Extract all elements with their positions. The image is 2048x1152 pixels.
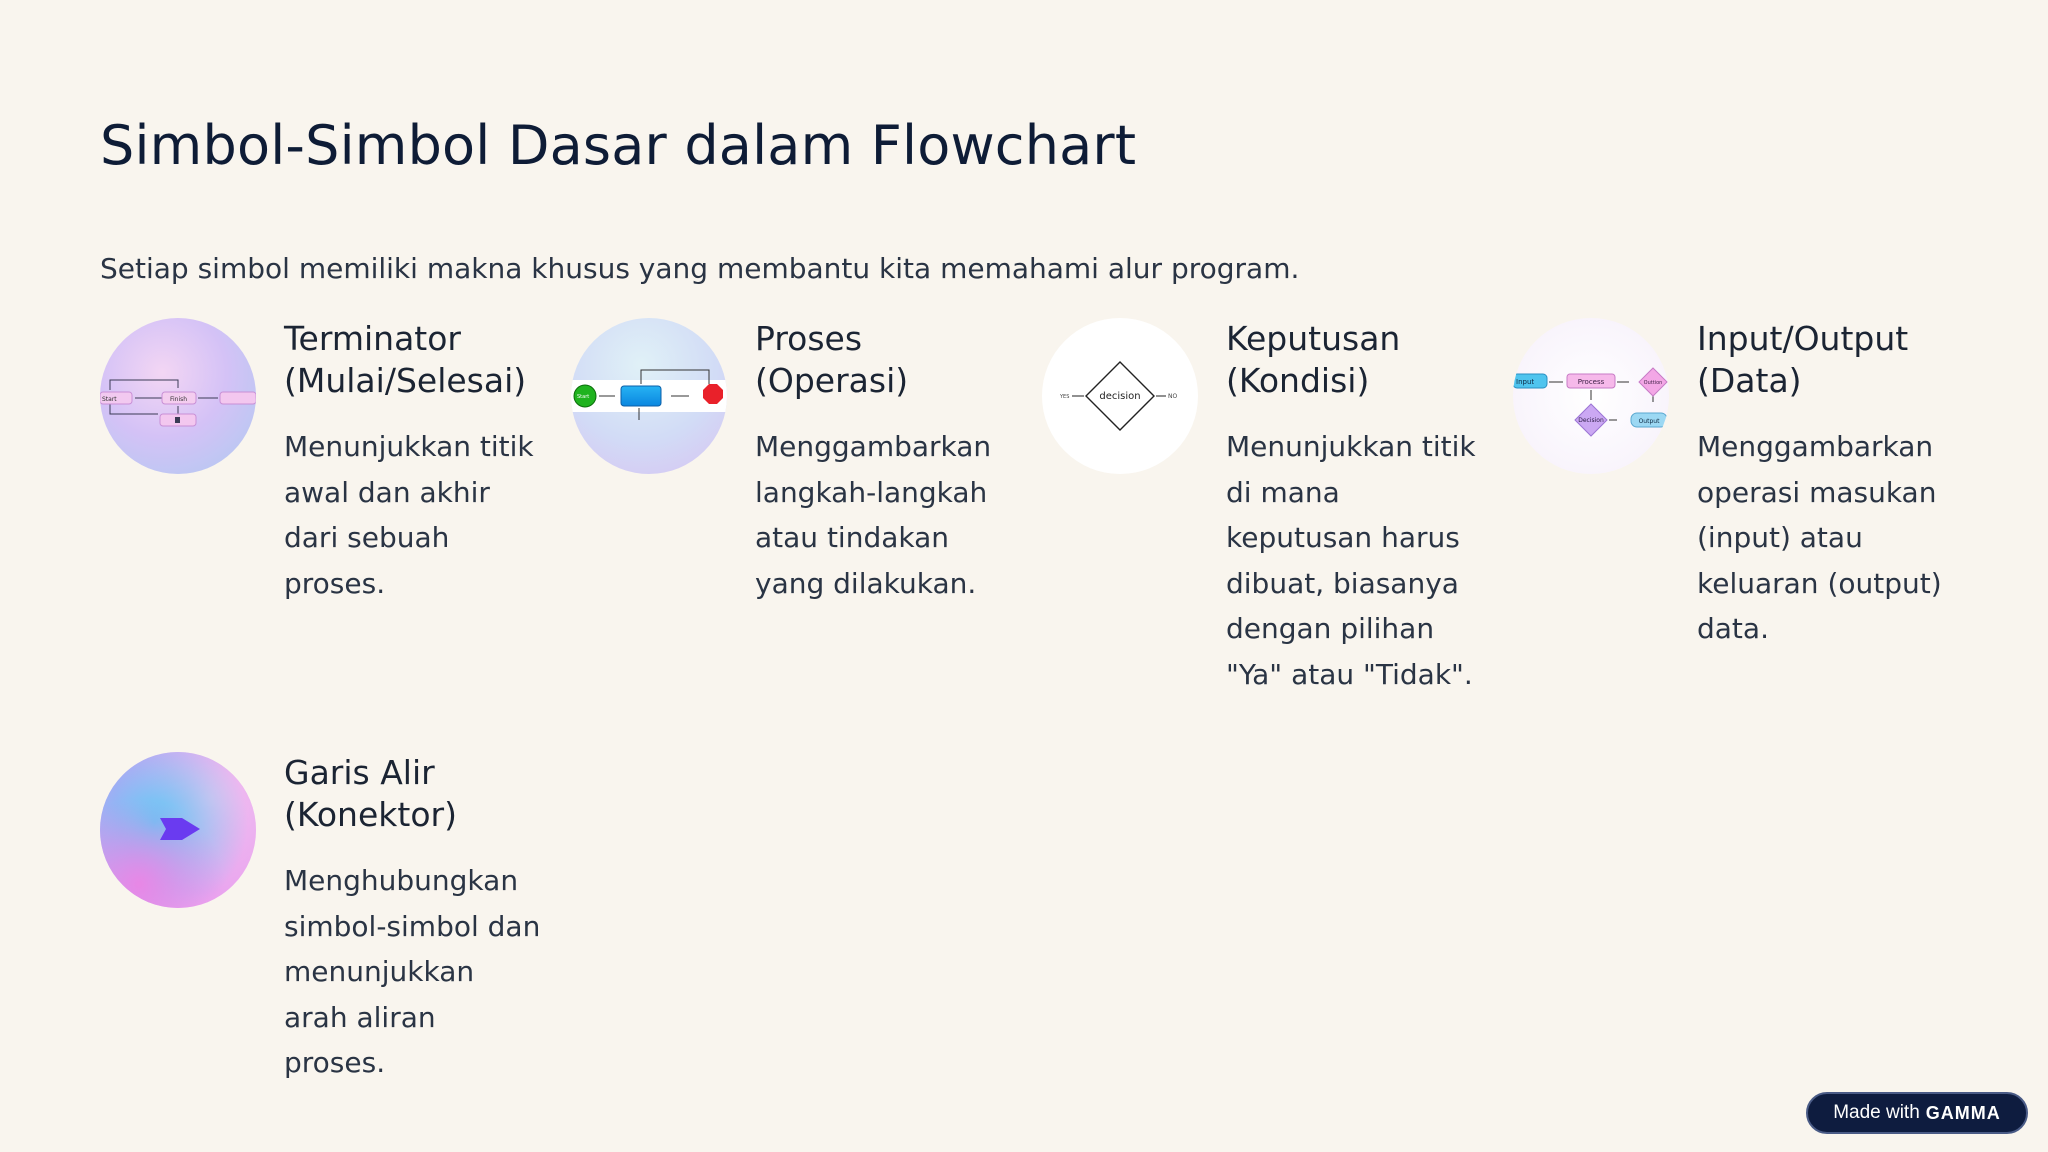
card-connector bbox=[100, 752, 541, 1079]
terminator-image-label-finish: Finish bbox=[170, 396, 188, 403]
page-title: Simbol-Simbol Dasar dalam Flowchart bbox=[100, 114, 1137, 177]
input-output-flowchart-image bbox=[1513, 318, 1669, 474]
io-image-label-input: Input bbox=[1516, 378, 1535, 386]
io-image-label-process: Process bbox=[1577, 378, 1605, 386]
card-description: Menggambarkan langkah-langkah atau tindakan yang dilakukan. bbox=[755, 430, 992, 600]
card-description: Menghubungkan simbol-simbol dan menunjukkan arah aliran proses. bbox=[284, 864, 541, 1079]
card-decision bbox=[1042, 318, 1482, 698]
process-flowchart-image bbox=[571, 318, 727, 474]
card-input-output bbox=[1513, 318, 1953, 648]
decision-diamond-image bbox=[1042, 318, 1198, 474]
page-subtitle: Setiap simbol memiliki makna khusus yang membantu kita memahami alur program. bbox=[100, 252, 1300, 285]
card-heading: Terminator (Mulai/Selesai) bbox=[284, 319, 527, 400]
decision-image-label-yes: YES bbox=[1060, 394, 1070, 400]
card-process bbox=[571, 318, 1011, 618]
decision-image-label-no: NO bbox=[1168, 393, 1178, 400]
card-terminator bbox=[100, 318, 540, 618]
process-image-label-start: Start bbox=[577, 394, 590, 400]
made-with-gamma-badge[interactable] bbox=[1806, 1092, 2028, 1134]
card-description: Menunjukkan titik di mana keputusan harus dibuat, biasanya dengan pilihan "Ya" atau "Tidak". bbox=[1226, 430, 1476, 691]
io-image-label-output: Output bbox=[1638, 418, 1660, 425]
io-image-label-outtion: Outtion bbox=[1643, 380, 1663, 386]
card-heading: Keputusan (Kondisi) bbox=[1226, 319, 1401, 400]
card-heading: Input/Output (Data) bbox=[1697, 319, 1909, 400]
badge-text: Made with bbox=[1833, 1102, 1920, 1123]
card-heading: Garis Alir (Konektor) bbox=[284, 753, 457, 834]
decision-image-label: decision bbox=[1099, 391, 1141, 402]
card-heading: Proses (Operasi) bbox=[755, 319, 909, 400]
io-image-label-decision: Decision bbox=[1578, 417, 1604, 424]
card-description: Menunjukkan titik awal dan akhir dari sebuah proses. bbox=[284, 430, 534, 600]
terminator-image-label-start: Start bbox=[102, 396, 117, 403]
terminator-flowchart-image bbox=[100, 318, 256, 474]
gamma-logo: GAMMA bbox=[1925, 1102, 2001, 1123]
connector-arrow-image bbox=[100, 752, 256, 908]
card-description: Menggambarkan operasi masukan (input) atau keluaran (output) data. bbox=[1697, 430, 1942, 645]
